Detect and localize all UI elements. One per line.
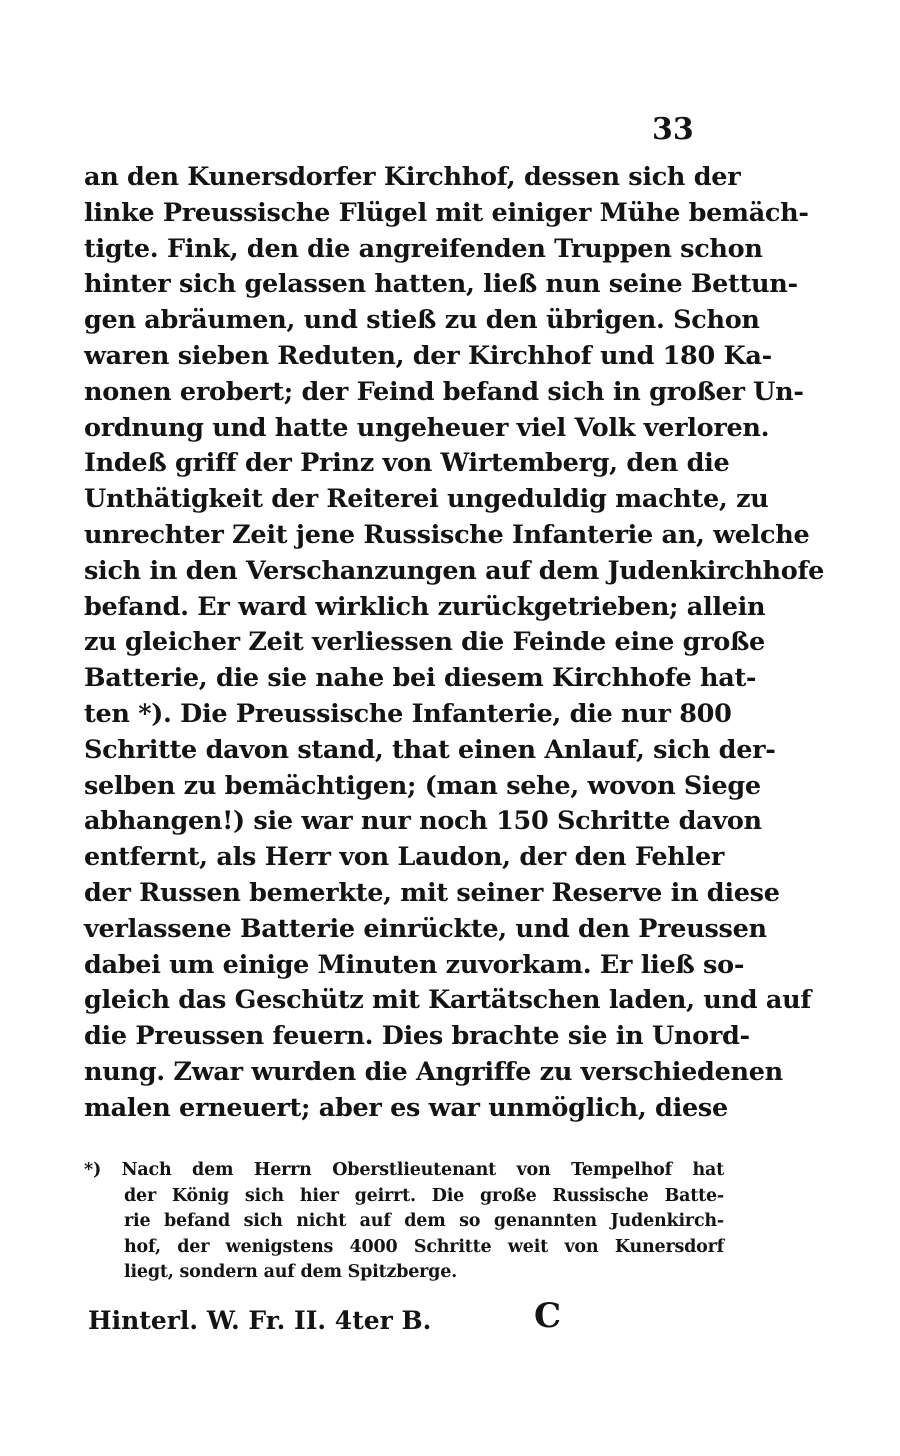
text-line: gen abräumen, und stieß zu den übrigen. Schon [84, 305, 760, 336]
text-line: befand. Er ward wirklich zurückgetrieben; allein [84, 591, 766, 622]
text-line: entfernt, als Herr von Laudon, der den Fehler [84, 842, 724, 873]
text-line: nung. Zwar wurden die Angriffe zu verschiedenen [84, 1056, 783, 1087]
text-line: ordnung und hatte ungeheuer viel Volk verloren. [84, 412, 770, 443]
text-line: tigte. Fink, den die angreifenden Truppen schon [84, 233, 763, 264]
footnote-line: der König sich hier geirrt. Die große Russische Batte- [124, 1185, 724, 1206]
signature-line: Hinterl. W. Fr. II. 4ter B. [88, 1306, 432, 1335]
text-line: sich in den Verschanzungen auf dem Judenkirchhofe [84, 555, 825, 586]
text-line: Indeß griff der Prinz von Wirtemberg, den die [84, 448, 730, 479]
text-line: verlassene Batterie einrückte, und den Preussen [84, 913, 767, 944]
text-line: dabei um einige Minuten zuvorkam. Er ließ so- [84, 949, 745, 980]
text-line: Batterie, die sie nahe bei diesem Kirchhofe hat- [84, 663, 757, 694]
text-line: gleich das Geschütz mit Kartätschen laden, und auf [84, 985, 812, 1016]
text-line: hinter sich gelassen hatten, ließ nun seine Bettun- [84, 269, 798, 300]
footnote-line: hof, der wenigstens 4000 Schritte weit von Kunersdorf [124, 1236, 724, 1257]
text-line: abhangen!) sie war nur noch 150 Schritte davon [84, 806, 762, 837]
text-line: die Preussen feuern. Dies brachte sie in Unord- [84, 1021, 750, 1052]
text-line: selben zu bemächtigen; (man sehe, wovon Siege [84, 770, 761, 801]
text-line: zu gleicher Zeit verliessen die Feinde eine große [84, 627, 765, 658]
text-line: waren sieben Reduten, der Kirchhof und 180 Ka- [84, 340, 772, 371]
text-line: der Russen bemerkte, mit seiner Reserve in diese [84, 877, 780, 908]
footnote-line: liegt, sondern auf dem Spitzberge. [124, 1262, 458, 1282]
text-line: nonen erobert; der Feind befand sich in großer Un- [84, 376, 804, 407]
footnote-line: *) Nach dem Herrn Oberstlieutenant von Tempelhof hat [84, 1160, 724, 1180]
signature-mark: C [534, 1296, 562, 1336]
text-line: ten *). Die Preussische Infanterie, die nur 800 [84, 698, 732, 729]
footnote [84, 1160, 724, 1288]
text-line: an den Kunersdorfer Kirchhof, dessen sich der [84, 162, 741, 192]
text-line: Unthätigkeit der Reiterei ungeduldig machte, zu [84, 484, 769, 515]
text-line: unrechter Zeit jene Russische Infanterie an, welche [84, 519, 810, 550]
text-line: linke Preussische Flügel mit einiger Mühe bemäch- [84, 197, 809, 228]
body-text [84, 162, 825, 1129]
text-line: Schritte davon stand, that einen Anlauf, sich der- [84, 734, 776, 765]
page-number: 33 [652, 112, 694, 147]
text-line: malen erneuert; aber es war unmöglich, diese [84, 1092, 728, 1123]
footnote-line: rie befand sich nicht auf dem so genannten Judenkirch- [124, 1211, 724, 1231]
